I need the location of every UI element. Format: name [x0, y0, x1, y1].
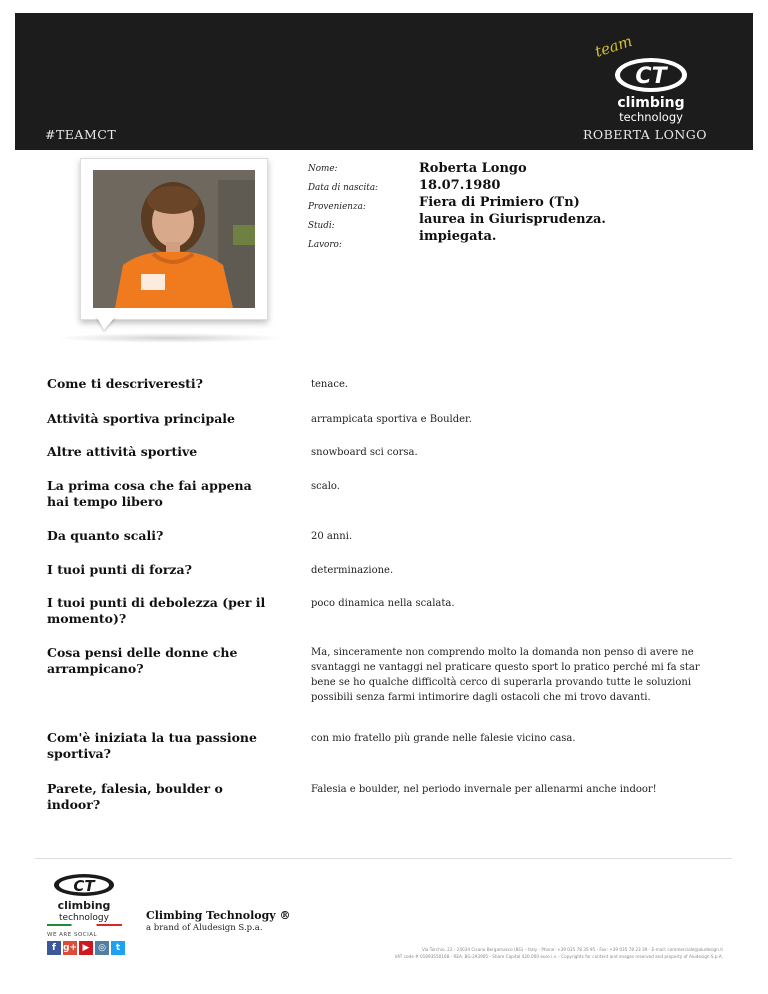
logo-team-script: team	[593, 33, 635, 61]
header-athlete-name: ROBERTA LONGO	[582, 127, 707, 142]
twitter-icon[interactable]: t	[111, 941, 125, 955]
label-provenienza: Provenienza:	[308, 202, 366, 212]
logo-ct-mark: CT	[635, 64, 667, 89]
profile-values	[419, 160, 606, 245]
google-plus-icon[interactable]: g+	[63, 943, 77, 953]
footer-logo-line2: technology	[59, 913, 109, 922]
profile-labels	[308, 160, 378, 255]
photo-card	[80, 158, 268, 320]
footer-brand-sub: a brand of Aludesign S.p.a.	[146, 923, 263, 933]
label-nome: Nome:	[308, 164, 338, 174]
footer-brand-name: Climbing Technology ®	[146, 909, 291, 922]
qa-answer: snowboard sci corsa.	[311, 447, 418, 458]
qa-answer: Falesia e boulder, nel periodo invernale per allenarmi anche indoor!	[311, 784, 657, 795]
qa-answer: 20 anni.	[311, 531, 353, 542]
qa-answer: Ma, sinceramente non comprendo molto la domanda non penso di avere ne svantaggi ne vantaggi nel praticare questo sport lo pratico perché mi fa star bene se ho qualche difficoltà cerco di superarla provando tutte le soluzioni possibili senza farmi intimorire dagli ostacoli che mi trovo davanti.	[311, 647, 700, 703]
photo-card-tail	[96, 316, 116, 330]
footer-legal-vat: VAT code # 01893550168 - REA: BG-293905 - Share Capital 420.000 euro i.v. - Copyrights for content and images reserved and property of Aludesign S.p.A.	[394, 954, 723, 959]
social-links	[47, 941, 125, 955]
instagram-icon[interactable]: ◎	[95, 941, 109, 955]
photo-card-shadow	[55, 333, 285, 343]
qa-answer: poco dinamica nella scalata.	[311, 598, 455, 609]
value-data-nascita: 18.07.1980	[419, 178, 501, 193]
label-studi: Studi:	[308, 221, 335, 231]
value-lavoro: impiegata.	[419, 229, 497, 244]
logo-line2: technology	[619, 110, 683, 124]
logo-line1: climbing	[617, 95, 685, 111]
facebook-icon[interactable]: f	[47, 941, 61, 955]
footer-ct-logo	[45, 872, 123, 922]
qa-question: Da quanto scali?	[47, 528, 164, 543]
italian-flag-stripe	[47, 924, 122, 926]
athlete-photo	[93, 170, 255, 308]
qa-question: Come ti descriveresti?	[47, 376, 204, 391]
label-data-nascita: Data di nascita:	[308, 183, 379, 193]
label-lavoro: Lavoro:	[308, 240, 342, 250]
qa-question: I tuoi punti di debolezza (per il momento)?	[47, 595, 266, 626]
value-provenienza: Fiera di Primiero (Tn)	[419, 195, 580, 210]
value-studi: laurea in Giurisprudenza.	[419, 212, 606, 227]
qa-question: La prima cosa che fai appena hai tempo libero	[47, 478, 252, 509]
youtube-icon[interactable]: ▶	[79, 941, 93, 955]
value-nome: Roberta Longo	[419, 161, 527, 176]
qa-answer: tenace.	[311, 379, 349, 390]
qa-answer: arrampicata sportiva e Boulder.	[311, 414, 472, 425]
footer-divider	[35, 858, 732, 859]
qa-question: Parete, falesia, boulder o indoor?	[47, 781, 223, 812]
qa-question: Cosa pensi delle donne che arrampicano?	[47, 645, 238, 676]
header-tag: #TEAMCT	[45, 127, 117, 142]
ct-team-logo	[593, 33, 703, 128]
header-banner	[15, 13, 753, 150]
qa-answer: scalo.	[311, 481, 340, 492]
footer-logo-line1: climbing	[57, 899, 111, 912]
qa-question: I tuoi punti di forza?	[47, 562, 192, 577]
qa-answer: con mio fratello più grande nelle falesie vicino casa.	[311, 733, 576, 744]
qa-question: Attività sportiva principale	[47, 411, 236, 426]
qa-question: Com'è iniziata la tua passione sportiva?	[47, 730, 257, 761]
qa-question: Altre attività sportive	[47, 444, 198, 459]
qa-answer: determinazione.	[311, 565, 394, 576]
we-are-social-label: WE ARE SOCIAL	[47, 932, 98, 938]
footer-legal-address: Via Torchio, 22 - 24034 Cisano Bergamasco (BG) – Italy - Phone: +39 035 78 35 95 - Fax: +39 035 78 23 39 - E-mail: commerciale@aludesign.it	[421, 947, 723, 952]
footer-logo-mark: CT	[73, 877, 95, 895]
